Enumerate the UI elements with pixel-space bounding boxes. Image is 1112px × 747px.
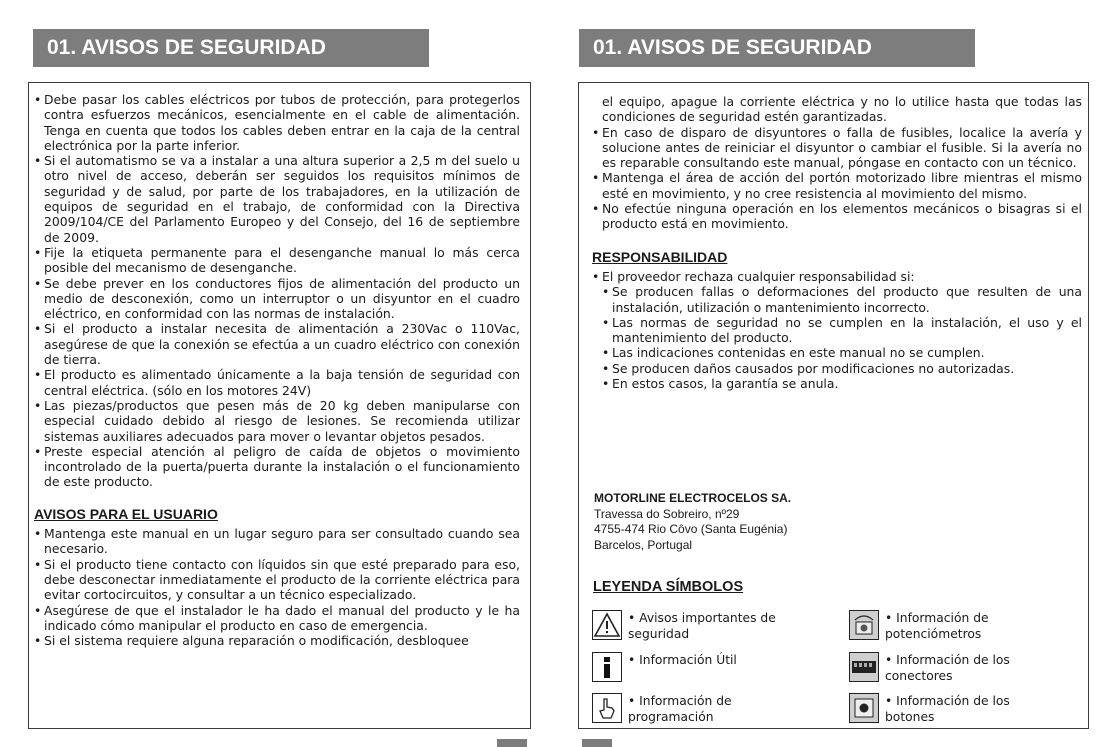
safety-item: • Las piezas/productos que pesen más de 20 kg deben manipularse con especial cuidado debido al riesgo de lesiones. Se recomienda utilizar sistemas auxiliares adecuados para mover o levantar objetos pesados. xyxy=(34,398,520,444)
safety-item-continued: el equipo, apague la corriente eléctrica y no lo utilice hasta que todas las condiciones de seguridad estén garantizadas. xyxy=(602,94,1082,125)
legend-title: LEYENDA SÍMBOLOS xyxy=(593,579,744,595)
left-page-number-tab xyxy=(497,739,527,747)
programming-hand-icon xyxy=(592,693,622,723)
potentiometer-icon xyxy=(849,610,879,640)
left-content xyxy=(34,92,520,648)
legend-item-potentiometer: • Información de potenciómetros xyxy=(849,610,1045,642)
company-street: Travessa do Sobreiro, nº29 xyxy=(594,506,740,521)
responsibility-list xyxy=(592,269,1082,284)
legend-item-useful: • Información Útil xyxy=(592,652,788,682)
safety-item: • En caso de disparo de disyuntores o falla de fusibles, localice la avería y solucione antes de reiniciar el disyuntor o cambiar el fusible. Si la avería no es reparable consultando este manual, póngase en contacto con un técnico. xyxy=(592,125,1082,171)
safety-list xyxy=(34,92,520,490)
user-warning-item: • Si el sistema requiere alguna reparación o modificación, desbloquee xyxy=(34,633,520,648)
responsibility-item: • Se producen daños causados por modificaciones no autorizadas. xyxy=(602,361,1082,376)
company-postal: 4755-474 Rio Côvo (Santa Eugénia) xyxy=(594,522,788,536)
safety-item: • El producto es alimentado únicamente a la baja tensión de seguridad con central eléctrica. (sólo en los motores 24V) xyxy=(34,367,520,398)
responsibility-sublist xyxy=(592,284,1082,391)
button-icon xyxy=(849,693,879,723)
safety-item: • Se debe prever en los conductores fijos de alimentación del producto un medio de desconexión, como un interruptor o un disyuntor en el cuadro eléctrico, en conformidad con las normas de instalación. xyxy=(34,276,520,322)
safety-item: • Preste especial atención al peligro de caída de objetos o movimiento incontrolado de la puerta/puerta durante la instalación o el funcionamiento de este producto. xyxy=(34,444,520,490)
user-warnings-title: AVISOS PARA EL USUARIO xyxy=(34,505,218,522)
user-warning-item: • Asegúrese de que el instalador le ha dado el manual del producto y le ha indicado cómo manipular el producto en caso de emergencia. xyxy=(34,603,520,634)
right-content xyxy=(592,94,1082,391)
user-warning-item: • Si el producto tiene contacto con líquidos sin que esté preparado para eso, debe desconectar inmediatamente el producto de la corriente eléctrica para evitar cortocircuitos, y consultar a un técnico especializado. xyxy=(34,557,520,603)
safety-item: • Fije la etiqueta permanente para el desenganche manual lo más cerca posible del mecanismo de desenganche. xyxy=(34,245,520,276)
safety-item: • No efectúe ninguna operación en los elementos mecánicos o bisagras si el producto está en movimiento. xyxy=(592,201,1082,232)
company-city: Barcelos, Portugal xyxy=(594,537,693,552)
right-page-number-tab xyxy=(582,739,612,747)
info-icon xyxy=(592,652,622,682)
responsibility-title: RESPONSABILIDAD xyxy=(592,248,728,265)
safety-item: • Si el automatismo se va a instalar a una altura superior a 2,5 m del suelo u otro nivel de acceso, deberán ser seguidos los requisitos mínimos de seguridad y de salud, por parte de los trabajadores, en la utilización de equipos de seguridad en el trabajo, de conformidad con la Directiva 2009/104/CE del Parlamento Europeo y del Consejo, del 16 de septiembre de 2009. xyxy=(34,153,520,245)
safety-item: • Si el producto a instalar necesita de alimentación a 230Vac o 110Vac, asegúrese de que la conexión se efectúa a un cuadro eléctrico con conexión de tierra. xyxy=(34,321,520,367)
responsibility-intro: • El proveedor rechaza cualquier responsabilidad si: xyxy=(592,269,1082,284)
safety-item: • Mantenga el área de acción del portón motorizado libre mientras el mismo esté en movimiento, y no cree resistencia al movimiento del mismo. xyxy=(592,170,1082,201)
safety-item: • Debe pasar los cables eléctricos por tubos de protección, para protegerlos contra esfuerzos mecánicos, esencialmente en el cable de alimentación. Tenga en cuenta que todos los cables deben entrar en la caja de la central electrónica por la parte inferior. xyxy=(34,92,520,153)
legend-item-programming: • Información de programación xyxy=(592,693,788,725)
left-section-header: 01. AVISOS DE SEGURIDAD xyxy=(33,29,429,67)
warning-triangle-icon xyxy=(592,610,622,640)
legend-item-safety: • Avisos importantes de seguridad xyxy=(592,610,788,642)
connector-icon xyxy=(849,652,879,682)
legend-item-connectors: • Información de los conectores xyxy=(849,652,1045,684)
right-section-header: 01. AVISOS DE SEGURIDAD xyxy=(579,29,975,67)
safety-list-continued xyxy=(592,94,1082,232)
legend-item-buttons: • Información de los botones xyxy=(849,693,1045,725)
user-warnings-list xyxy=(34,526,520,648)
user-warning-item: • Mantenga este manual en un lugar seguro para ser consultado cuando sea necesario. xyxy=(34,526,520,557)
responsibility-item: • Se producen fallas o deformaciones del producto que resulten de una instalación, utilización o mantenimiento incorrecto. xyxy=(602,284,1082,315)
company-name: MOTORLINE ELECTROCELOS SA. xyxy=(594,491,792,505)
responsibility-item: • En estos casos, la garantía se anula. xyxy=(602,376,1082,391)
responsibility-item: • Las normas de seguridad no se cumplen en la instalación, el uso y el mantenimiento del producto. xyxy=(602,315,1082,346)
responsibility-item: • Las indicaciones contenidas en este manual no se cumplen. xyxy=(602,345,1082,360)
right-page xyxy=(556,0,1112,747)
company-address xyxy=(594,491,791,553)
